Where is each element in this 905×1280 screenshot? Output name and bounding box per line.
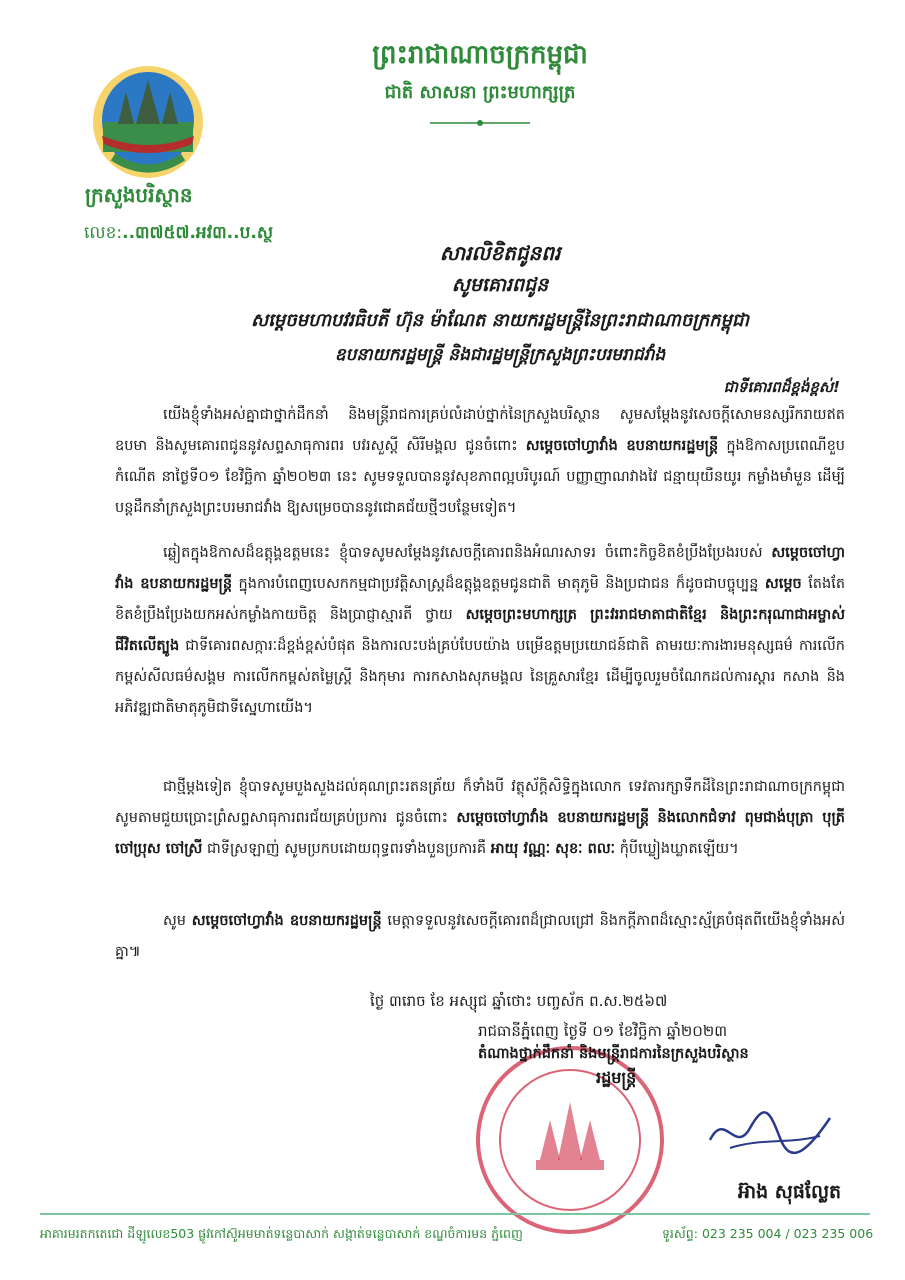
place-date: រាជធានីភ្នំពេញ ថ្ងៃទី ០១ ខែវិច្ឆិកា ឆ្នាំ២០២៣ (478, 1022, 728, 1040)
p3-family: និងលោកជំទាវ ពុមជាង់បុត្រា បុត្រី ចៅប្រុស ចៅស្រី (115, 810, 845, 857)
footer-address: អាគារមរតកតេជោ ដីឡូលេខ503 ផ្លូវកៅស៊ូអមមាត់ទន្លេបាសាក់ សង្កាត់ទន្លេបាសាក់ ខណ្ឌចំការមន ភ្នំពេញ (40, 1226, 523, 1241)
p1-honorific: សម្តេចចៅហ្វាវាំង ឧបនាយករដ្ឋមន្ត្រី (525, 438, 719, 454)
p4-text-a: សូម (163, 913, 187, 929)
kingdom-motto: ជាតិ សាសនា ព្រះមហាក្សត្រ (384, 82, 576, 103)
respect-line: សូមគោរពជូន (451, 274, 549, 296)
p2-text-e: តែងតែខិតខំប្រឹងប្រែងយកអស់កម្លាំងកាយចិត្ត និងប្រាជ្ញាស្មារតី ថ្វាយ (115, 576, 846, 623)
letter-title: សារលិខិតជូនពរ (439, 241, 561, 265)
paragraph-4 (115, 906, 845, 968)
signatory-title: តំណាងថ្នាក់ដឹកនាំ និងមន្ត្រីរាជការនៃក្រសួងបរិស្ថាន (478, 1046, 749, 1062)
position-line: ឧបនាយករដ្ឋមន្ត្រី និងជារដ្ឋមន្ត្រីក្រសួងព្រះបរមរាជវាំង (334, 345, 666, 365)
reference-label: លេខ: (84, 223, 123, 243)
motto-ornament-icon (430, 118, 530, 128)
p1-text-c: ក្នុងឱកាសប្រពេណីខួបកំណើត នាថ្ងៃទី០១ ខែវិច្ឆិកា ឆ្នាំ២០២៣ នេះ សូមទទួលបាននូវសុខភាពល្អបរិបូរណ៍ បញ្ញាញាណវាងវៃ ជន្មាយុយឺនយូរ កម្លាំងមាំមួន ដើម្បីបន្តដឹកនាំក្រសួងព្រះបរមរាជវាំង ឱ្យសម្រេចបាននូវជោគជ័យថ្មីៗបន្ថែមទៀត។ (115, 438, 846, 516)
p3-text-f: កុំបីឃ្លៀងឃ្លាតឡើយ។ (619, 841, 739, 857)
paragraph-3 (115, 772, 845, 865)
p3-honorific: សម្តេចចៅហ្វាវាំង ឧបនាយករដ្ឋមន្ត្រី (456, 810, 650, 826)
p4-honorific: សម្តេចចៅហ្វាវាំង ឧបនាយករដ្ឋមន្ត្រី (191, 913, 382, 929)
paragraph-2 (115, 538, 845, 724)
p3-text-a: ជាថ្មីម្តងទៀត ខ្ញុំបាទសូមបួងសួងដល់គុណព្រះរតនត្រ័យ ក៏ទាំងបី វត្ថុស័ក្តិសិទ្ធិក្នុងលោក ទេវតារក្សាទឹកដីនៃព្រះរាជាណាចក្រកម្ពុជា សូមតាមជួយប្រោះព្រំសព្ទសាធុការពរជ័យគ្រប់ប្រការ ជូនចំពោះ (115, 779, 845, 826)
p3-blessings: អាយុ វណ្ណៈ សុខៈ ពលៈ (490, 841, 616, 857)
ministry-name: ក្រសួងបរិស្ថាន (85, 183, 193, 207)
p2-text-g: ជាទីគោរពសក្ការៈដ៏ខ្ពង់ខ្ពស់បំផុត និងការលះបង់គ្រប់បែបយ៉ាង បម្រើឧត្តមប្រយោជន៍ជាតិ តាមរយៈការងារមនុស្សធម៌ ការលើកកម្ពស់សីលធម៌សង្គម ការលើកកម្ពស់តម្លៃស្ត្រី និងកុមារ ការកសាងសុភមង្គល នៃគ្រួសារខ្មែរ ដើម្បីចូលរួមចំណែកដល់ការស្តារ កសាង និងអភិវឌ្ឍជាតិមាតុភូមិជាទីស្នេហាយើង។ (115, 638, 845, 716)
p3-text-d: ជាទីស្រឡាញ់ សូមប្រកបដោយពុទ្ធពរទាំងបួនប្រការគឺ (206, 841, 487, 857)
signatory-role: រដ្ឋមន្ត្រី (596, 1068, 637, 1087)
p2-text-a: ឆ្លៀតក្នុងឱកាសដ៏ឧត្តុង្គឧត្តមនេះ ខ្ញុំបាទសូមសម្តែងនូវសេចក្តីគោរពនិងអំណរសាទរ ចំពោះកិច្ចខិតខំប្រឹងប្រែងរបស់ (163, 545, 763, 561)
p4-text-c: មេត្តាទទួលនូវសេចក្តីគោរពដ៏ជ្រាលជ្រៅ និងកក្តីភាពដ៏ស្មោះស្ម័គ្របំផុតពីយើងខ្ញុំទាំងអស់គ្នា៕ (115, 913, 845, 960)
p2-royal-titles: សម្តេចព្រះមហាក្សត្រ ព្រះវររាជមាតាជាតិខ្មែរ និងព្រះករុណាជាអម្ចាស់ជីវិតលើត្បូង (115, 607, 846, 654)
signatory-name: អ៊ាង សុផលែ្លត (738, 1181, 842, 1203)
p2-text-c: ក្នុងការបំពេញបេសកកម្មជាប្រវត្តិសាស្ត្រដ៏ឧត្តុង្គឧត្តមជូនជាតិ មាតុភូមិ និងប្រជាជន ក៏ដូចជាបច្ចុប្បន្ន (238, 576, 759, 592)
p1-text-a: យើងខ្ញុំទាំងអស់គ្នាជាថ្នាក់ដឹកនាំ និងមន្ត្រីរាជការគ្រប់លំដាប់ថ្នាក់នៃក្រសួងបរិស្ថាន សូមសម្តែងនូវសេចក្តីសោមនស្សរីករាយឥតឧបមា និងសូមគោរពជូននូវសព្ទសាធុការពរ បវរសួស្តី សិរីមង្គល ជូនចំពោះ (115, 407, 845, 454)
p2-honorific: សម្តេចចៅហ្វាវាំង ឧបនាយករដ្ឋមន្ត្រី (115, 545, 846, 592)
phone-label: ទូរស័ព្ទ: (662, 1226, 698, 1241)
handwritten-signature-icon (700, 1100, 840, 1160)
salutation: ជាទីគោរពដ៏ខ្ពង់ខ្ពស់! (723, 378, 840, 396)
lunar-date: ថ្ងៃ ៣រោច ខែ អស្សុជ ឆ្នាំថោះ បញ្ចស័ក ព.ស.២៥៦៧ (370, 992, 668, 1010)
footer-phone (662, 1226, 882, 1245)
recipient-line: សម្តេចមហាបវរធិបតី ហ៊ុន ម៉ាណែត នាយករដ្ឋមន្ត្រីនៃព្រះរាជាណាចក្រកម្ពុជា (250, 310, 750, 331)
reference-value: ..៣៧៥៧.អវ៣..ប.ស្ថ (122, 223, 274, 243)
footer-divider (40, 1213, 870, 1215)
kingdom-title: ព្រះរាជាណាចក្រកម្ពុជា (372, 40, 588, 70)
ministry-logo-icon (88, 62, 218, 182)
phone-numbers: 023 235 004 / 023 235 006 (701, 1226, 874, 1241)
p2-honorific-short: សម្តេច (764, 576, 802, 592)
paragraph-1 (115, 400, 845, 524)
